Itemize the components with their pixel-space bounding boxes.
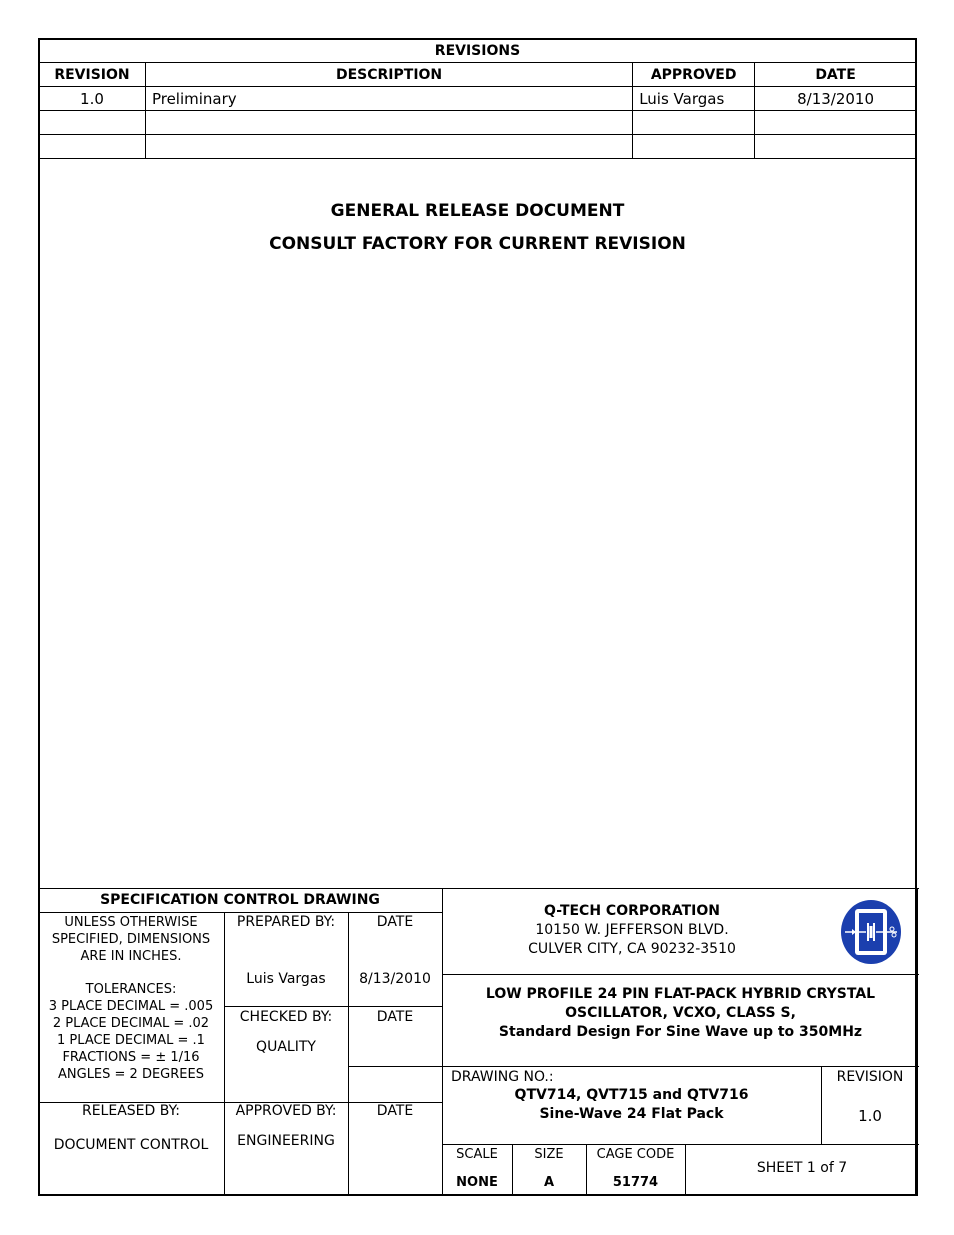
approved-by-value: ENGINEERING [237,1133,335,1149]
cell-description: Preliminary [145,87,632,111]
size-label: SIZE [534,1147,564,1162]
cell-revision [39,135,146,159]
consult-factory-heading: CONSULT FACTORY FOR CURRENT REVISION [269,234,686,254]
company-name: Q-TECH CORPORATION [544,903,720,919]
description-line-2: OSCILLATOR, VCXO, CLASS S, [565,1005,796,1021]
cell-approved [633,111,755,135]
spec-control-heading: SPECIFICATION CONTROL DRAWING [100,892,380,908]
released-by-label: RELEASED BY: [81,1103,180,1119]
checked-by-label: CHECKED BY: [239,1009,333,1025]
cell-revision: 1.0 [39,87,146,111]
cell-revision [39,111,146,135]
prepared-date-value: 8/13/2010 [359,971,431,987]
scale-value: NONE [456,1175,498,1190]
cell-date [755,135,917,159]
q-tech-logo [840,899,902,965]
tolerances-note: TOLERANCES: 3 PLACE DECIMAL = .005 2 PLACE DECIMAL = .02 1 PLACE DECIMAL = .1 FRACTIONS = ± 1/16 ANGLES = 2 DEGREES [48,982,214,1082]
revisions-header-row [39,63,917,87]
cell-description [145,135,632,159]
cell-approved [633,135,755,159]
approved-date-label: DATE [376,1103,414,1119]
drawing-no-value-2: Sine-Wave 24 Flat Pack [539,1106,724,1122]
revision-label: REVISION [836,1069,904,1085]
drawing-no-label: DRAWING NO.: [451,1069,554,1085]
unless-note: UNLESS OTHERWISE SPECIFIED, DIMENSIONS ARE IN INCHES. [51,915,211,964]
col-approved: APPROVED [633,63,755,87]
prepared-date-label: DATE [376,914,414,930]
revisions-table [38,38,917,159]
general-release-heading: GENERAL RELEASE DOCUMENT [330,201,625,221]
approved-by-label: APPROVED BY: [235,1103,337,1119]
sheet-number: SHEET 1 of 7 [756,1160,848,1176]
checked-by-value: QUALITY [256,1039,316,1055]
col-date: DATE [755,63,917,87]
col-description: DESCRIPTION [145,63,632,87]
revision-value: 1.0 [858,1107,882,1125]
cage-code-value: 51774 [612,1175,659,1190]
cell-approved: Luis Vargas [633,87,755,111]
cage-code-label: CAGE CODE [596,1147,675,1162]
company-address-1: 10150 W. JEFFERSON BLVD. [535,922,729,938]
table-row [39,135,917,159]
company-address-2: CULVER CITY, CA 90232-3510 [528,941,736,957]
table-row [39,111,917,135]
revisions-title: REVISIONS [39,39,917,63]
cell-date: 8/13/2010 [755,87,917,111]
cell-date [755,111,917,135]
prepared-by-label: PREPARED BY: [236,914,336,930]
released-by-value: DOCUMENT CONTROL [53,1137,209,1153]
description-line-1: LOW PROFILE 24 PIN FLAT-PACK HYBRID CRYSTAL [485,986,876,1002]
cell-description [145,111,632,135]
drawing-no-value-1: QTV714, QVT715 and QTV716 [514,1087,749,1103]
table-row [39,87,917,111]
col-revision: REVISION [39,63,146,87]
prepared-by-value: Luis Vargas [246,971,326,987]
checked-date-label: DATE [376,1009,414,1025]
description-line-3: Standard Design For Sine Wave up to 350MHz [498,1024,863,1040]
size-value: A [543,1175,555,1190]
scale-label: SCALE [456,1147,498,1162]
